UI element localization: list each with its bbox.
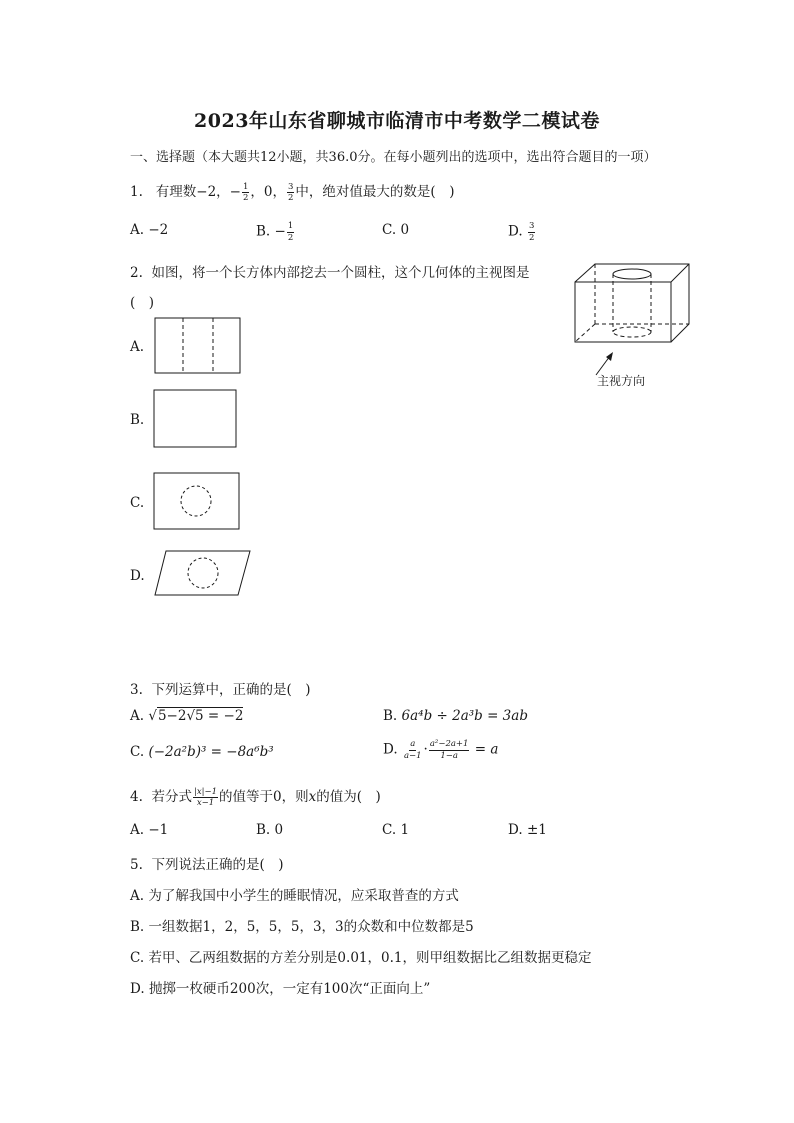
option-c: C. [130,495,145,511]
numerator: a²−2a+1 [429,739,469,749]
option-label: C. [382,822,397,838]
denominator: 2 [287,232,294,243]
fraction [403,740,423,760]
question-text: 若分式 [151,789,192,805]
question-text: 下列运算中，正确的是( ) [151,682,311,698]
option-label: C. [130,950,145,966]
q3-option-a [130,708,243,724]
option-text: 1 [400,822,410,838]
denominator: a−1 [403,750,422,761]
option-a [130,884,459,904]
numerator: a [410,739,416,749]
page-title: 2023年山东省聊城市临清市中考数学二模试卷 [194,110,600,132]
question-text: 的值等于0，则 [219,789,309,805]
option-label: D. [130,981,145,997]
denominator: 2 [288,193,294,203]
fraction [429,740,470,760]
question-text: 有理数−2， [155,184,230,200]
back-edges [575,264,689,342]
option-b: B. [130,412,145,428]
option-a: A. [130,339,145,355]
option-text: ±1 [526,822,547,838]
option-label: B. [256,223,271,240]
option-c [130,946,591,966]
option-label: A. [130,222,145,238]
option-label: D. [508,822,523,838]
numerator: 3 [288,181,294,192]
option-d: D. [130,568,145,584]
denominator: 1−a [440,750,458,761]
q3-option-b [383,708,528,724]
question-text: 的值为( ) [316,789,381,805]
option-text: 0 [400,222,410,238]
option-a [130,222,168,238]
option-text: 抛掷一枚硬币200次，一定有100次“正面向上” [148,981,431,997]
option-text: 6a⁴b ÷ 2a³b = 3ab [401,708,528,724]
minus-sign: − [229,184,241,200]
question-number: 5. [130,857,143,873]
option-b [130,915,474,935]
option-text: 一组数据1，2，5，5，5，3，3的众数和中位数都是5 [148,919,474,935]
hidden-edge [575,324,595,342]
option-c-figure [153,472,243,532]
question-1 [130,180,454,203]
figure-caption: 主视方向 [597,374,646,388]
option-label: B. [256,822,271,838]
option-d [130,977,430,997]
option-d [508,222,536,242]
option-text: 若甲、乙两组数据的方差分别是0.01，0.1，则甲组数据比乙组数据更稳定 [148,950,592,966]
question-number: 4. [130,789,143,805]
option-text: (−2a²b)³ = −8a⁶b³ [148,744,274,760]
option-label: A. [130,888,145,904]
option-d-figure [154,550,254,598]
fraction [287,183,294,203]
question-text: 中，绝对值最大的数是( ) [295,184,455,200]
variable: x [308,789,317,805]
numerator: 3 [528,221,535,231]
option-c [382,822,409,838]
numerator: 1 [287,221,294,231]
question-text: ，0， [250,184,286,200]
denominator: x−1 [196,798,215,808]
question-text: 如图，将一个长方体内部挖去一个圆柱，这个几何体的主视图是 [151,265,530,281]
option-label: C. [382,222,397,238]
question-4 [130,785,381,808]
option-label: A. [130,708,145,724]
option-label: B. [130,919,145,935]
option-label: B. [383,708,398,724]
question-number: 2. [130,265,143,281]
front-face [575,282,671,342]
option-a-figure [154,317,244,375]
option-text: 0 [274,822,284,838]
option-c [382,222,409,238]
option-text: −2 [148,222,169,238]
section-heading: 一、选择题（本大题共12小题，共36.0分。在每小题列出的选项中，选出符合题目的一项） [130,150,657,165]
option-text: −1 [148,822,169,838]
denominator: 2 [242,193,249,203]
question-number: 1. [130,184,143,200]
option-text: = a [474,741,499,758]
option-b-figure [153,389,241,449]
fraction [242,183,249,203]
option-label: D. [508,223,523,240]
option-text: − [274,223,286,240]
question-2 [130,261,529,281]
numerator: 1 [242,181,249,192]
q3-option-c [130,744,274,760]
q3-option-d [383,740,498,760]
option-b [256,822,283,838]
option-label: D. [383,741,398,758]
option-a [130,822,168,838]
option-label: C. [130,744,145,760]
fraction [193,788,218,808]
fraction [528,222,535,242]
cylinder-top [613,269,651,279]
option-d [508,822,547,838]
top-right-edge [671,264,689,282]
question-text: 下列说法正确的是( ) [151,857,284,873]
option-b [256,222,295,242]
option-label: A. [130,822,145,838]
fraction [287,222,294,242]
option-text: 5−2√5 = −2 [157,708,244,724]
question-3 [130,678,311,698]
multiply-sign: · [423,741,428,758]
question-5 [130,853,284,873]
option-text: 为了解我国中小学生的睡眠情况，应采取普查的方式 [148,888,459,904]
question-number: 3. [130,682,143,698]
denominator: 2 [528,232,535,243]
sqrt-icon: √ [148,708,157,724]
question-2-line2: ( ) [130,295,155,311]
numerator: |x|−1 [193,786,218,797]
cylinder-bottom [613,327,651,337]
